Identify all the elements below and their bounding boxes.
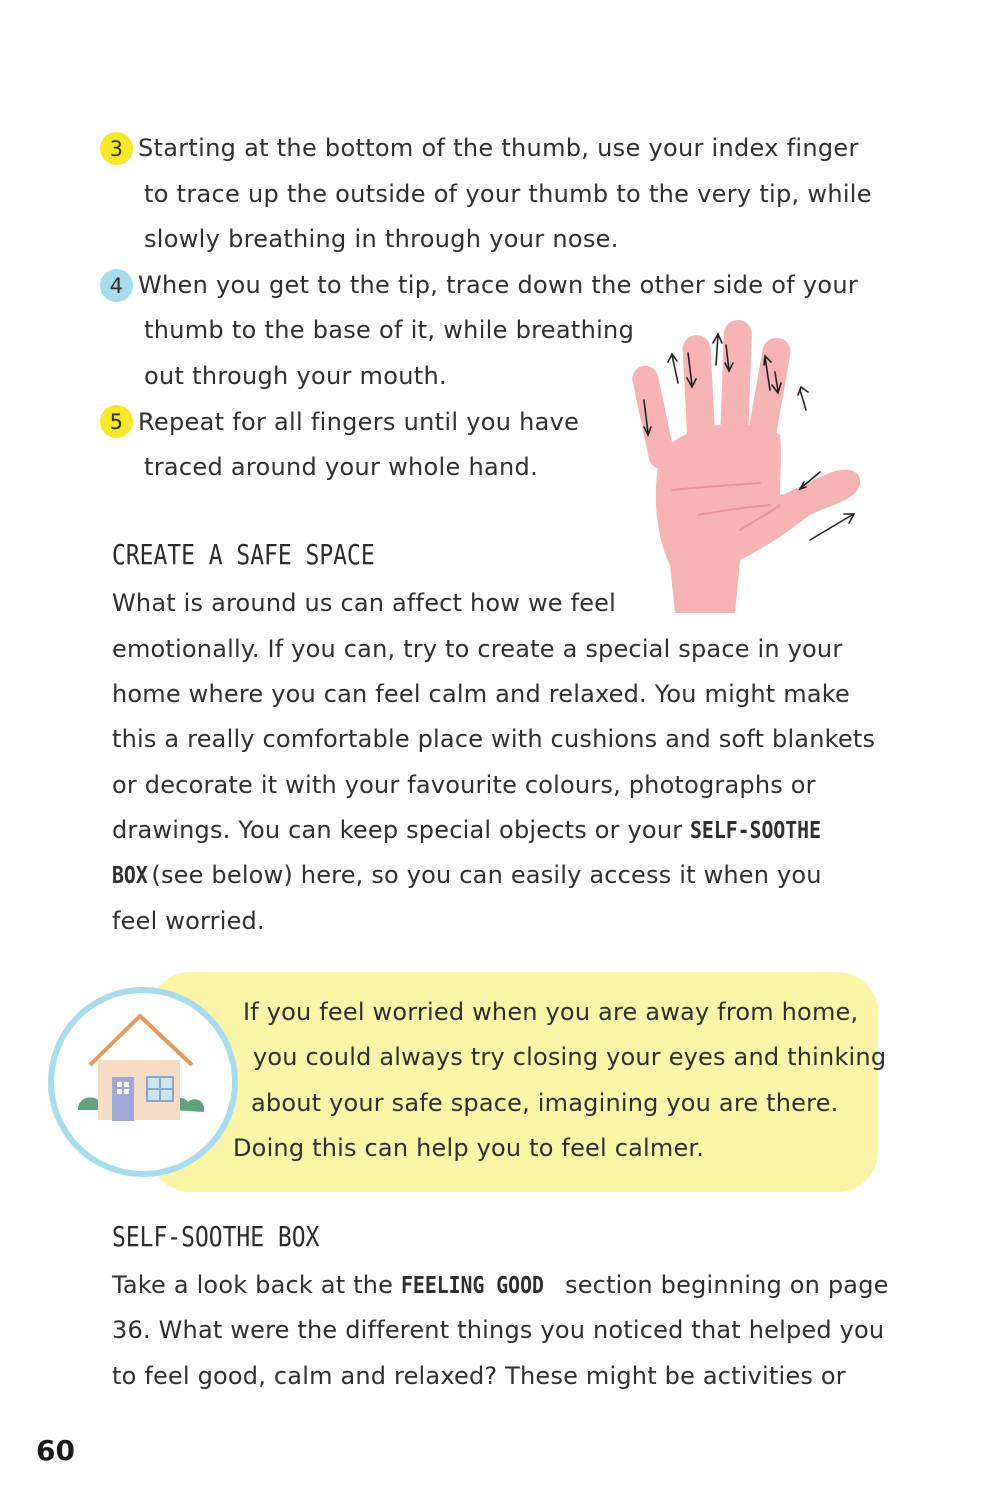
step-number-badge: 4 <box>100 269 133 302</box>
section-heading-safe-space: CREATE A SAFE SPACE <box>112 538 375 571</box>
hand-illustration <box>630 315 870 615</box>
paragraph-line <box>112 815 832 846</box>
paragraph-line <box>112 1270 889 1301</box>
emphasis-term: BOX <box>112 863 148 889</box>
paragraph-text: drawings. You can keep special objects or your <box>112 816 683 844</box>
step-text-line: Repeat for all fingers until you have <box>138 408 580 436</box>
house-icon <box>70 1010 210 1130</box>
paragraph-text: section beginning on page <box>565 1271 889 1299</box>
emphasis-term: SELF-SOOTHE <box>690 818 822 844</box>
paragraph-text: Take a look back at the <box>112 1271 394 1299</box>
page-number: 60 <box>36 1434 75 1467</box>
emphasis-term: FEELING GOOD <box>400 1273 544 1299</box>
paragraph-line: this a really comfortable place with cushions and soft blankets <box>112 725 876 753</box>
callout-line: If you feel worried when you are away from home, <box>243 998 859 1026</box>
paragraph-line <box>112 860 822 891</box>
callout-line: about your safe space, imagining you are there. <box>251 1089 839 1117</box>
paragraph-line: feel worried. <box>112 907 265 935</box>
step-text-line: traced around your whole hand. <box>144 453 538 481</box>
step-text-line: thumb to the base of it, while breathing <box>144 316 635 344</box>
step-text-line: slowly breathing in through your nose. <box>144 225 619 253</box>
callout-line: Doing this can help you to feel calmer. <box>233 1134 705 1162</box>
paragraph-line: or decorate it with your favourite colours, photographs or <box>112 771 816 799</box>
section-heading-self-soothe: SELF-SOOTHE BOX <box>112 1220 320 1253</box>
paragraph-line: home where you can feel calm and relaxed. You might make <box>112 680 850 708</box>
step-number-badge: 3 <box>100 132 133 165</box>
callout-line: you could always try closing your eyes and thinking <box>253 1043 887 1071</box>
paragraph-line: 36. What were the different things you noticed that helped you <box>112 1316 885 1344</box>
step-number-badge: 5 <box>100 405 133 438</box>
paragraph-line: emotionally. If you can, try to create a special space in your <box>112 635 843 663</box>
paragraph-line: What is around us can affect how we feel <box>112 589 617 617</box>
paragraph-text: (see below) here, so you can easily access it when you <box>151 861 822 889</box>
step-text-line: Starting at the bottom of the thumb, use your index finger <box>138 134 859 162</box>
paragraph-line: to feel good, calm and relaxed? These might be activities or <box>112 1362 846 1390</box>
step-text-line: When you get to the tip, trace down the other side of your <box>138 271 859 299</box>
step-text-line: out through your mouth. <box>144 362 447 390</box>
step-text-line: to trace up the outside of your thumb to the very tip, while <box>144 180 872 208</box>
